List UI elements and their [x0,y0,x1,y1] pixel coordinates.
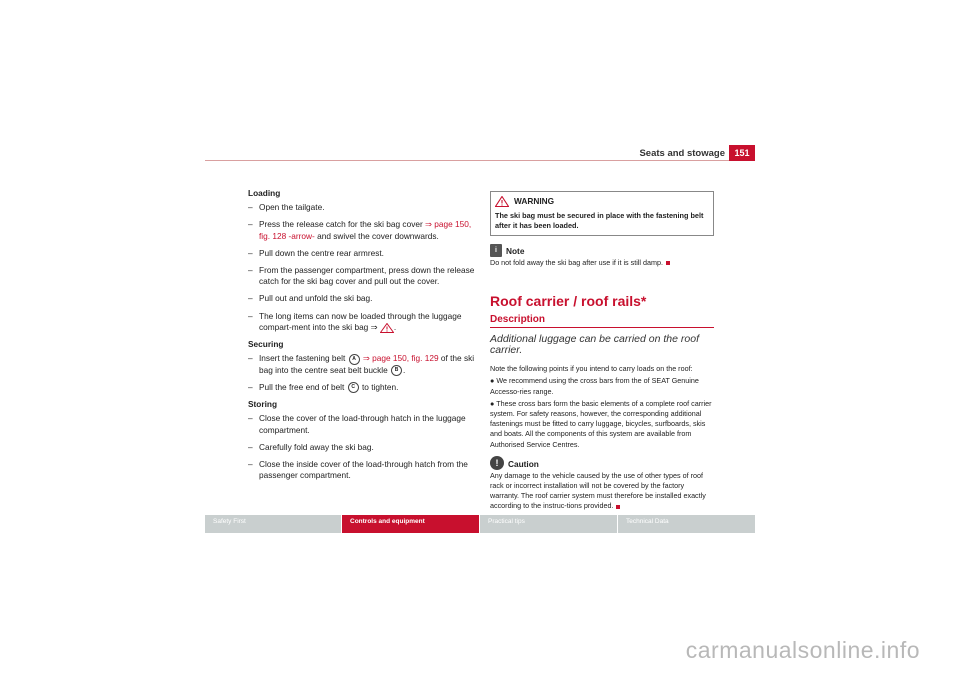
subsection-summary: Additional luggage can be carried on the roof carrier. [490,332,699,357]
header-rule [205,160,755,161]
warning-triangle-icon [380,323,394,333]
roof-intro: Note the following points if you intend to carry loads on the roof: [490,364,693,374]
bullet-item: ● We recommend using the cross bars from the of SEAT Genuine Accesso-ries range. [490,376,699,396]
page-header-title: Seats and stowage [639,148,725,159]
watermark: carmanualsonline.info [685,637,920,663]
footer-tab-practical-tips[interactable]: Practical tips [480,515,617,533]
loading-step: – Press the release catch for the ski bag cover ⇒ page 150, fig. 128 -arrow- and swivel the cover downwards. [248,219,472,241]
loading-step: – Pull down the centre rear armrest. [248,247,384,258]
warning-box [490,191,714,236]
storing-step: – Carefully fold away the ski bag. [248,441,374,452]
note-heading: i Note [490,244,714,257]
badge-c-icon: C [348,382,359,393]
warning-text: The ski bag must be secured in place with the fastening belt after it has been loaded. [495,211,704,231]
storing-step: – Close the inside cover of the load-through hatch from the passenger compartment. [248,458,468,481]
subsection-title: Description [490,314,714,328]
loading-step: – Open the tailgate. [248,202,325,213]
left-column [248,188,476,487]
right-column [490,191,714,512]
storing-step: – Close the cover of the load-through hatch in the luggage compartment. [248,413,466,435]
badge-b-icon: B [391,365,402,376]
end-marker-icon [666,261,670,265]
warning-title: WARNING [514,196,555,206]
footer-tab-controls-equipment[interactable]: Controls and equipment [342,515,479,533]
footer-tab-technical-data[interactable]: Technical Data [618,515,755,533]
page-reference-link[interactable]: ⇒ page 150, fig. 129 [362,353,439,364]
loading-step: – From the passenger compartment, press down the release catch for the ski bag cover and pull out the cover. [248,265,475,287]
caution-heading: ! Caution [490,456,714,470]
caution-text: Any damage to the vehicle caused by the use of other types of roof rack or incorrect installation will not be covered by the factory warranty. The roof carrier system must therefore be installed exactly according to the instruc-tions provided. [490,470,706,511]
end-marker-icon [616,505,620,509]
securing-step: – Insert the fastening belt A ⇒ page 150, fig. 129 of the ski bag into the centre seat belt buckle B . [248,353,475,375]
note-info-icon: i [490,244,502,257]
storing-heading: Storing [248,399,278,410]
bullet-item: ● These cross bars form the basic elements of a complete roof carrier system. For safety reasons, however, the corresponding additional fastenings must be fitted to carry luggage, bicycles, surfboards, skis and boats. All the components of this system are available from Authorised Service Centres. [490,398,712,449]
loading-heading: Loading [248,188,281,198]
securing-step: – Pull the free end of belt C to tighten. [248,381,399,392]
note-text: Do not fold away the ski bag after use if it is still damp. [490,258,714,268]
footer-tab-safety-first[interactable]: Safety First [205,515,341,533]
caution-exclamation-icon: ! [490,456,504,470]
loading-step: – Pull out and unfold the ski bag. [248,293,373,304]
page-number: 151 [729,145,755,161]
page-reference-link[interactable]: ⇒ page 150, fig. 128 -arrow- [259,219,472,241]
badge-a-icon: A [349,354,360,365]
warning-triangle-icon [495,196,509,207]
securing-heading: Securing [248,339,284,350]
section-title: Roof carrier / roof rails* [490,293,647,310]
loading-step: – The long items can now be loaded through the luggage compart-ment into the ski bag ⇒ . [248,310,462,332]
